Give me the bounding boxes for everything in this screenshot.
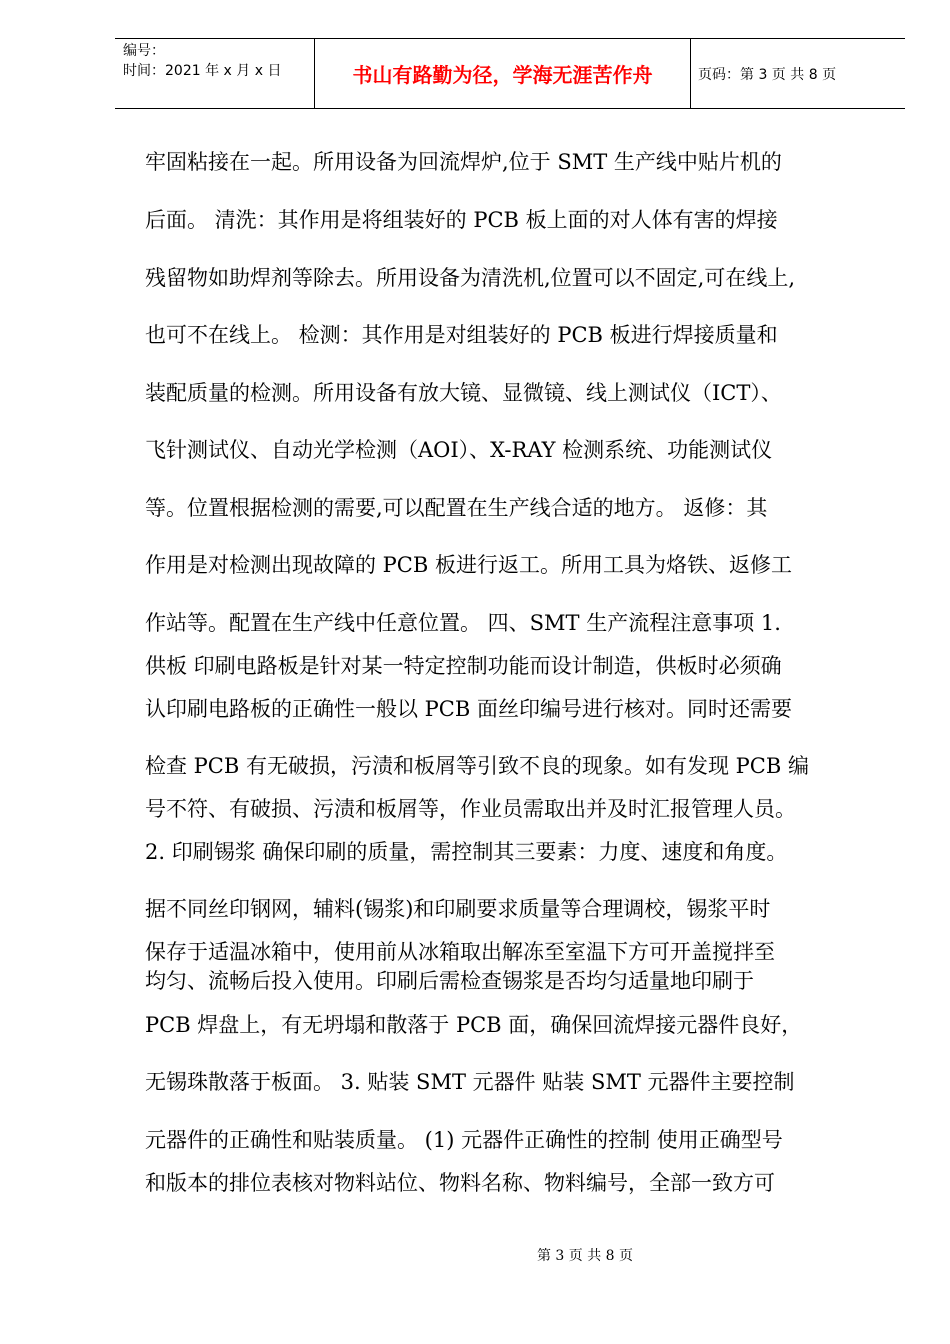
body-line: 等。位置根据检测的需要,可以配置在生产线合适的地方。 返修：其 bbox=[145, 496, 768, 520]
body-line: 号不符、有破损、污渍和板屑等，作业员需取出并及时汇报管理人员。 bbox=[145, 797, 796, 821]
document-number-label: 编号： bbox=[123, 43, 165, 59]
body-line: 后面。 清洗：其作用是将组装好的 PCB 板上面的对人体有害的焊接 bbox=[145, 208, 778, 232]
body-line: 残留物如助焊剂等除去。所用设备为清洗机,位置可以不固定,可在线上, bbox=[145, 266, 796, 290]
body-line: PCB 焊盘上，有无坍塌和散落于 PCB 面，确保回流焊接元器件良好， bbox=[145, 1013, 803, 1037]
header-meta bbox=[115, 39, 315, 108]
body-line: 和版本的排位表核对物料站位、物料名称、物料编号，全部一致方可 bbox=[145, 1171, 775, 1195]
body-line: 检查 PCB 有无破损，污渍和板屑等引致不良的现象。如有发现 PCB 编 bbox=[145, 754, 809, 778]
body-line: 无锡珠散落于板面。 3. 贴装 SMT 元器件 贴装 SMT 元器件主要控制 bbox=[145, 1070, 795, 1094]
page-footer bbox=[0, 1245, 950, 1265]
body-line: 认印刷电路板的正确性一般以 PCB 面丝印编号进行核对。同时还需要 bbox=[145, 697, 792, 721]
body-line: 作站等。配置在生产线中任意位置。 四、SMT 生产流程注意事项 1. bbox=[145, 611, 781, 635]
body-line: 飞针测试仪、自动光学检测（AOI）、X-RAY 检测系统、功能测试仪 bbox=[145, 438, 773, 462]
body-line: 据不同丝印钢网，辅料(锡浆)和印刷要求质量等合理调校，锡浆平时 bbox=[145, 897, 771, 921]
body-line: 也可不在线上。 检测：其作用是对组装好的 PCB 板进行焊接质量和 bbox=[145, 323, 778, 347]
body-line: 2. 印刷锡浆 确保印刷的质量，需控制其三要素：力度、速度和角度。 bbox=[145, 840, 788, 864]
header-motto: 书山有路勤为径，学海无涯苦作舟 bbox=[315, 39, 691, 108]
body-line: 保存于适温冰箱中，使用前从冰箱取出解冻至室温下方可开盖搅拌至 bbox=[145, 940, 775, 964]
header-page-info: 页码：第 3 页 共 8 页 bbox=[698, 66, 837, 83]
footer-page-number: 第 3 页 共 8 页 bbox=[536, 1248, 634, 1264]
body-line: 元器件的正确性和贴装质量。 (1) 元器件正确性的控制 使用正确型号 bbox=[145, 1128, 783, 1152]
body-line: 均匀、流畅后投入使用。印刷后需检查锡浆是否均匀适量地印刷于 bbox=[145, 969, 754, 993]
body-line: 牢固粘接在一起。所用设备为回流焊炉,位于 SMT 生产线中贴片机的 bbox=[145, 150, 782, 174]
body-line: 作用是对检测出现故障的 PCB 板进行返工。所用工具为烙铁、返修工 bbox=[145, 553, 792, 577]
body-line: 装配质量的检测。所用设备有放大镜、显微镜、线上测试仪（ICT）、 bbox=[145, 381, 782, 405]
document-time-label: 时间：2021 年 x 月 x 日 bbox=[123, 63, 282, 79]
body-line: 供板 印刷电路板是针对某一特定控制功能而设计制造，供板时必须确 bbox=[145, 654, 782, 678]
page-header bbox=[115, 38, 905, 109]
